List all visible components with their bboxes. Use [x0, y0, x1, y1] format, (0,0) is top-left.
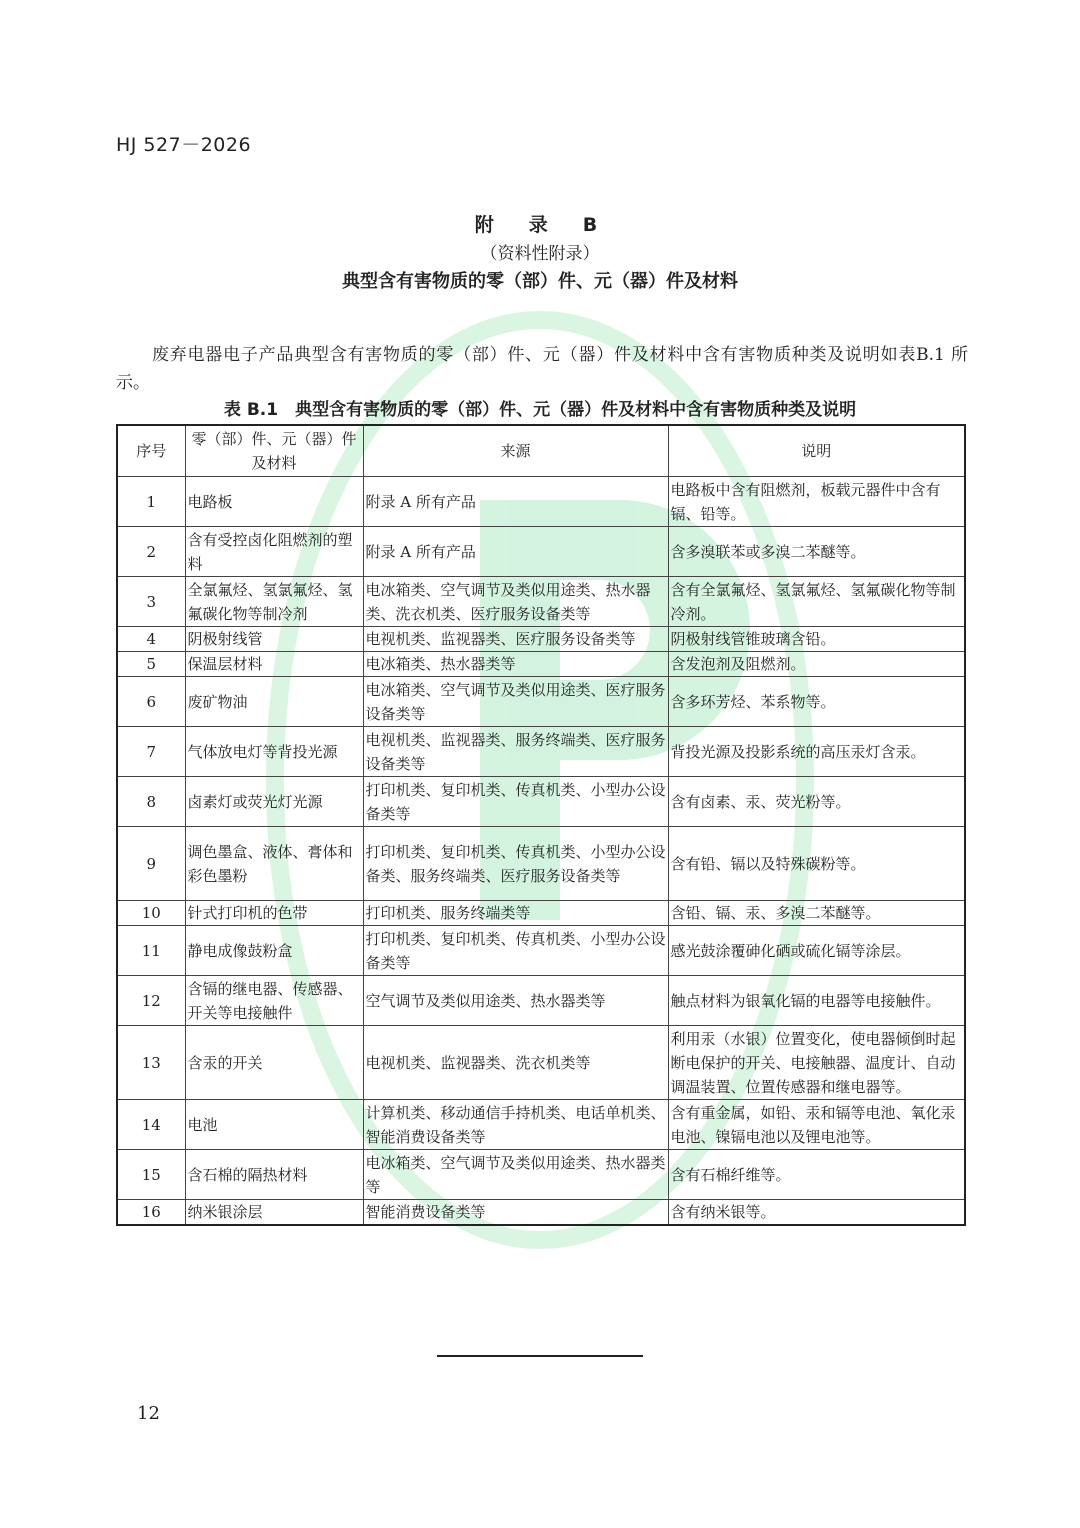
cell-part: 含镉的继电器、传感器、开关等电接触件	[185, 976, 363, 1026]
page-number: 12	[137, 1403, 160, 1424]
cell-no: 4	[117, 627, 185, 652]
cell-no: 14	[117, 1100, 185, 1150]
cell-part: 针式打印机的色带	[185, 901, 363, 926]
table-row	[117, 1026, 965, 1100]
cell-source: 电视机类、监视器类、医疗服务设备类等	[363, 627, 668, 652]
cell-no: 2	[117, 527, 185, 577]
cell-part: 气体放电灯等背投光源	[185, 727, 363, 777]
footer-rule	[437, 1355, 643, 1357]
cell-no: 6	[117, 677, 185, 727]
cell-part: 保温层材料	[185, 652, 363, 677]
table-row	[117, 577, 965, 627]
cell-note: 含有铅、镉以及特殊碳粉等。	[668, 827, 965, 901]
cell-note: 利用汞（水银）位置变化，使电器倾倒时起断电保护的开关、电接触器、温度计、自动调温装置、位置传感器和继电器等。	[668, 1026, 965, 1100]
table-row	[117, 777, 965, 827]
standard-code: HJ 527－2026	[116, 134, 252, 156]
table-row	[117, 627, 965, 652]
cell-part: 废矿物油	[185, 677, 363, 727]
cell-part: 电池	[185, 1100, 363, 1150]
header-no: 序号	[117, 425, 185, 477]
cell-source: 打印机类、复印机类、传真机类、小型办公设备类等	[363, 926, 668, 976]
cell-part: 含汞的开关	[185, 1026, 363, 1100]
table-row	[117, 1150, 965, 1200]
cell-no: 10	[117, 901, 185, 926]
table-row	[117, 677, 965, 727]
cell-part: 静电成像鼓粉盒	[185, 926, 363, 976]
cell-note: 含有纳米银等。	[668, 1200, 965, 1226]
cell-note: 背投光源及投影系统的高压汞灯含汞。	[668, 727, 965, 777]
cell-source: 电冰箱类、空气调节及类似用途类、热水器类等	[363, 1150, 668, 1200]
cell-part: 全氯氟烃、氢氯氟烃、氢氟碳化物等制冷剂	[185, 577, 363, 627]
cell-no: 15	[117, 1150, 185, 1200]
table-header-row	[117, 425, 965, 477]
cell-source: 智能消费设备类等	[363, 1200, 668, 1226]
cell-source: 电冰箱类、空气调节及类似用途类、医疗服务设备类等	[363, 677, 668, 727]
appendix-heading: 典型含有害物质的零（部）件、元（器）件及材料	[342, 271, 738, 292]
cell-part: 含石棉的隔热材料	[185, 1150, 363, 1200]
cell-part: 纳米银涂层	[185, 1200, 363, 1226]
cell-source: 附录 A 所有产品	[363, 477, 668, 527]
cell-part: 阴极射线管	[185, 627, 363, 652]
cell-source: 打印机类、复印机类、传真机类、小型办公设备类、服务终端类、医疗服务设备类等	[363, 827, 668, 901]
table-row	[117, 1100, 965, 1150]
table-row	[117, 477, 965, 527]
table-row	[117, 727, 965, 777]
header-part: 零（部）件、元（器）件及材料	[185, 425, 363, 477]
cell-source: 电视机类、监视器类、服务终端类、医疗服务设备类等	[363, 727, 668, 777]
table-row	[117, 827, 965, 901]
appendix-title: 附 录 B	[474, 214, 606, 236]
cell-note: 含有重金属，如铅、汞和镉等电池、氧化汞电池、镍镉电池以及锂电池等。	[668, 1100, 965, 1150]
header-source: 来源	[363, 425, 668, 477]
table-caption: 表 B.1 典型含有害物质的零（部）件、元（器）件及材料中含有害物质种类及说明	[223, 400, 857, 420]
cell-note: 触点材料为银氧化镉的电器等电接触件。	[668, 976, 965, 1026]
cell-note: 含有石棉纤维等。	[668, 1150, 965, 1200]
table-row	[117, 976, 965, 1026]
cell-note: 阴极射线管锥玻璃含铅。	[668, 627, 965, 652]
cell-source: 电视机类、监视器类、洗衣机类等	[363, 1026, 668, 1100]
cell-no: 3	[117, 577, 185, 627]
cell-no: 13	[117, 1026, 185, 1100]
cell-source: 电冰箱类、热水器类等	[363, 652, 668, 677]
cell-no: 7	[117, 727, 185, 777]
cell-note: 含铅、镉、汞、多溴二苯醚等。	[668, 901, 965, 926]
cell-no: 16	[117, 1200, 185, 1226]
cell-note: 含有卤素、汞、荧光粉等。	[668, 777, 965, 827]
cell-source: 附录 A 所有产品	[363, 527, 668, 577]
hazard-table	[116, 424, 966, 1226]
appendix-subtitle: （资料性附录）	[480, 244, 600, 264]
cell-no: 1	[117, 477, 185, 527]
cell-source: 电冰箱类、空气调节及类似用途类、热水器类、洗衣机类、医疗服务设备类等	[363, 577, 668, 627]
table-row	[117, 527, 965, 577]
cell-source: 空气调节及类似用途类、热水器类等	[363, 976, 668, 1026]
cell-part: 含有受控卤化阻燃剂的塑料	[185, 527, 363, 577]
cell-no: 9	[117, 827, 185, 901]
cell-no: 11	[117, 926, 185, 976]
cell-source: 计算机类、移动通信手持机类、电话单机类、智能消费设备类等	[363, 1100, 668, 1150]
cell-note: 含发泡剂及阻燃剂。	[668, 652, 965, 677]
cell-part: 电路板	[185, 477, 363, 527]
intro-paragraph: 废弃电器电子产品典型含有害物质的零（部）件、元（器）件及材料中含有害物质种类及说明如表B.1 所示。	[116, 345, 968, 393]
cell-no: 5	[117, 652, 185, 677]
cell-note: 含有全氯氟烃、氢氯氟烃、氢氟碳化物等制冷剂。	[668, 577, 965, 627]
table-row	[117, 652, 965, 677]
cell-note: 含多溴联苯或多溴二苯醚等。	[668, 527, 965, 577]
header-note: 说明	[668, 425, 965, 477]
cell-source: 打印机类、复印机类、传真机类、小型办公设备类等	[363, 777, 668, 827]
cell-no: 8	[117, 777, 185, 827]
table-row	[117, 1200, 965, 1226]
cell-part: 卤素灯或荧光灯光源	[185, 777, 363, 827]
cell-no: 12	[117, 976, 185, 1026]
table-row	[117, 926, 965, 976]
cell-part: 调色墨盒、液体、膏体和彩色墨粉	[185, 827, 363, 901]
cell-note: 感光鼓涂覆砷化硒或硫化镉等涂层。	[668, 926, 965, 976]
cell-note: 含多环芳烃、苯系物等。	[668, 677, 965, 727]
cell-source: 打印机类、服务终端类等	[363, 901, 668, 926]
table-row	[117, 901, 965, 926]
cell-note: 电路板中含有阻燃剂，板载元器件中含有镉、铅等。	[668, 477, 965, 527]
